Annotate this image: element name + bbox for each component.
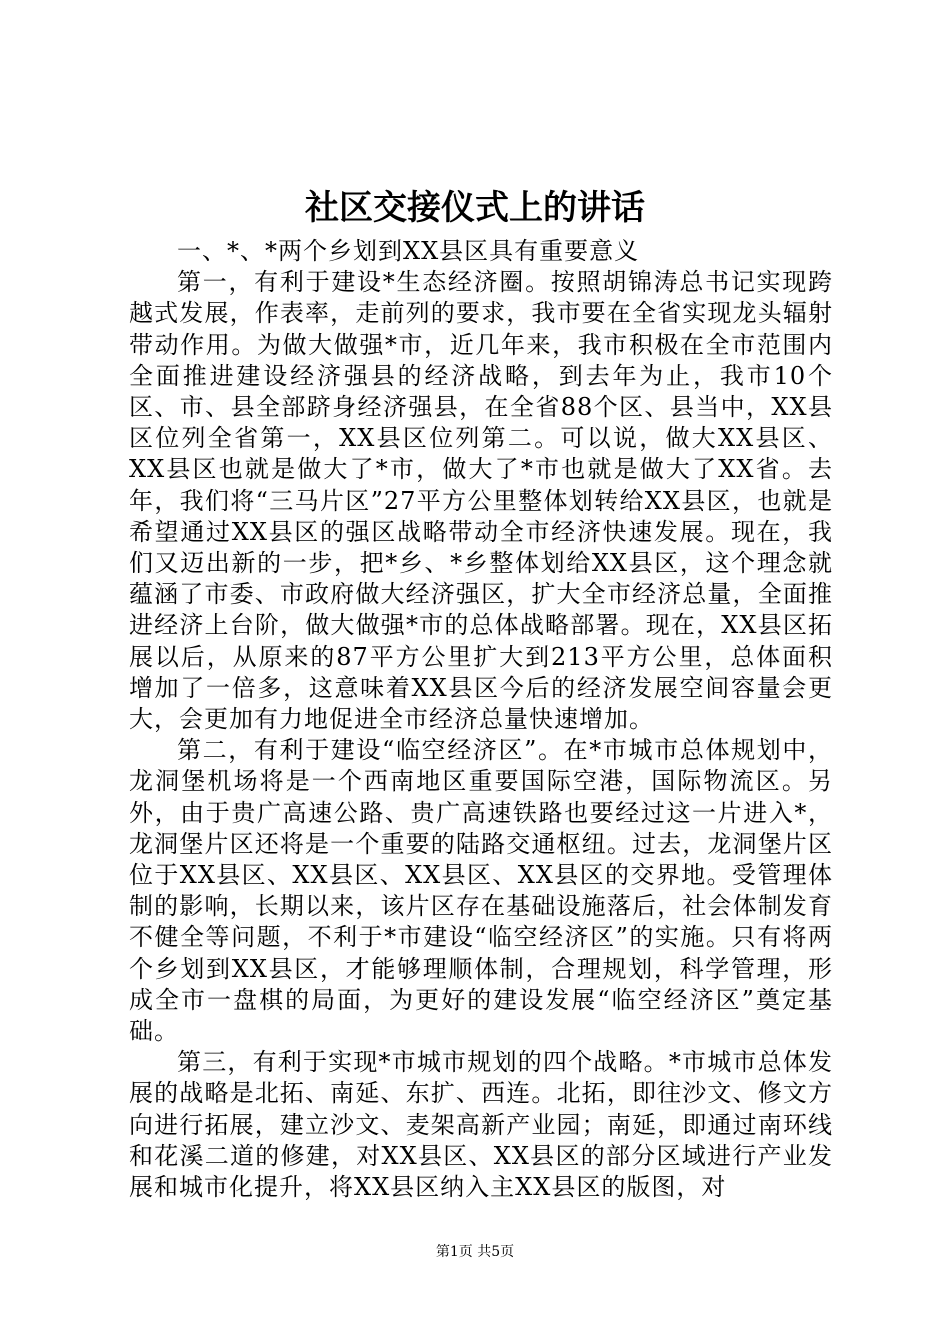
section-heading: 一、*、*两个乡划到XX县区具有重要意义 (177, 237, 640, 265)
document-body (129, 236, 833, 1203)
paragraph-1: 第一，有利于建设*生态经济圈。按照胡锦涛总书记实现跨越式发展，作表率，走前列的要求，我市要在全省实现龙头辐射带动作用。为做大做强*市，近几年来，我市积极在全市范围内全面推进建设经济强县的经济战略，到去年为止，我市10个区、市、县全部跻身经济强县，在全省88个区、县当中，XX县区位列全省第一，XX县区位列第二。可以说，做大XX县区、XX县区也就是做大了*市，做大了*市也就是做大了XX省。去年，我们将“三马片区”27平方公里整体划转给XX县区，也就是希望通过XX县区的强区战略带动全市经济快速发展。现在，我们又迈出新的一步，把*乡、*乡整体划给XX县区，这个理念就蕴涵了市委、市政府做大经济强区，扩大全市经济总量，全面推进经济上台阶，做大做强*市的总体战略部署。现在，XX县区拓展以后，从原来的87平方公里扩大到213平方公里，总体面积增加了一倍多，这意味着XX县区今后的经济发展空间容量会更大，会更加有力地促进全市经济总量快速增加。 (129, 268, 833, 734)
page-indicator: 第1页 共5页 (435, 1244, 515, 1260)
paragraph-2: 第二，有利于建设“临空经济区”。在*市城市总体规划中，龙洞堡机场将是一个西南地区重要国际空港，国际物流区。另外，由于贵广高速公路、贵广高速铁路也要经过这一片进入*，龙洞堡片区还将是一个重要的陆路交通枢纽。过去，龙洞堡片区位于XX县区、XX县区、XX县区、XX县区的交界地。受管理体制的影响，长期以来，该片区存在基础设施落后，社会体制发育不健全等问题，不利于*市建设“临空经济区”的实施。只有将两个乡划到XX县区，才能够理顺体制，合理规划，科学管理，形成全市一盘棋的局面，为更好的建设发展“临空经济区”奠定基础。 (129, 736, 833, 1046)
page-footer (0, 1242, 950, 1262)
document-title: 社区交接仪式上的讲话 (305, 188, 645, 228)
paragraph-3: 第三，有利于实现*市城市规划的四个战略。*市城市总体发展的战略是北拓、南延、东扩、西连。北拓，即往沙文、修文方向进行拓展，建立沙文、麦架高新产业园；南延，即通过南环线和花溪二道的修建，对XX县区、XX县区的部分区域进行产业发展和城市化提升，将XX县区纳入主XX县区的版图，对 (129, 1048, 833, 1202)
